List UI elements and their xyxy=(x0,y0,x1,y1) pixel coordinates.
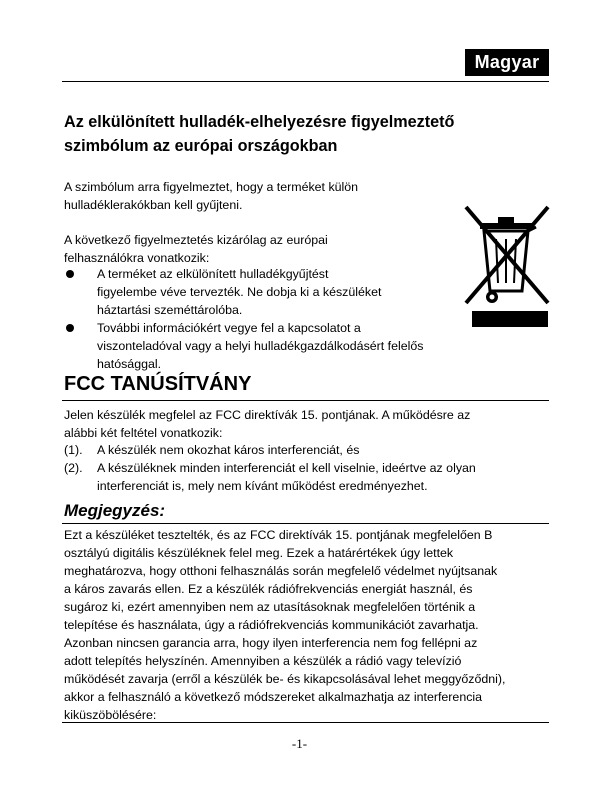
crossed-out-wheelie-bin-icon xyxy=(462,205,550,327)
note-title: Megjegyzés: xyxy=(64,501,166,520)
bullet-line: figyelembe véve tervezték. Ne dobja ki a készüléket xyxy=(97,285,382,299)
bin-icon-graphic xyxy=(462,205,550,309)
page-number: -1- xyxy=(291,736,308,751)
condition-line: interferenciát is, mely nem kívánt működést eredményezhet. xyxy=(97,479,428,493)
weee-title-line1: Az elkülönített hulladék-elhelyezésre figyelmeztető xyxy=(64,113,455,131)
fcc-intro xyxy=(64,406,534,442)
note-rule xyxy=(62,523,549,524)
note-line: osztályú digitális készüléknek felel meg. Ezek a határértékek úgy lettek xyxy=(64,546,454,560)
weee-intro xyxy=(64,178,364,214)
bin-underline-bar xyxy=(472,311,548,327)
note-line: akkor a felhasználó a következő módszereket alkalmazhatja az interferencia xyxy=(64,690,483,704)
weee-warning-line1: A következő figyelmeztetés kizárólag az európai xyxy=(64,233,328,247)
weee-warning xyxy=(64,231,364,267)
fcc-conditions-list xyxy=(64,441,544,495)
bullet-line: A terméket az elkülönített hulladékgyűjtést xyxy=(97,267,329,281)
note-line: kiküszöbölésére: xyxy=(64,708,157,722)
note-line: sugároz ki, ezért amennyiben nem az utasításoknak megfelelően történik a xyxy=(64,600,476,614)
weee-title xyxy=(64,110,524,158)
bullet-icon xyxy=(66,324,74,332)
weee-intro-line1: A szimbólum arra figyelmeztet, hogy a terméket külön xyxy=(64,180,359,194)
bullet-line: háztartási szeméttárolóba. xyxy=(97,303,243,317)
fcc-intro-line2: alábbi két feltétel vonatkozik: xyxy=(64,426,223,440)
bullet-line: viszonteladóval vagy a helyi hulladékgazdálkodásért felelős xyxy=(97,339,424,353)
note-line: a káros zavarás ellen. Ez a készülék rádiófrekvenciás energiát használ, és xyxy=(64,582,473,596)
list-item xyxy=(64,265,464,319)
condition-line: A készüléknek minden interferenciát el kell viselnie, ideértve az olyan xyxy=(97,461,476,475)
weee-bullet-list xyxy=(64,265,464,373)
weee-title-line2: szimbólum az európai országokban xyxy=(64,137,338,155)
fcc-title: FCC TANÚSÍTVÁNY xyxy=(64,373,252,395)
condition-number: (2). xyxy=(64,461,83,475)
fcc-intro-line1: Jelen készülék megfelel az FCC direktívák 15. pontjának. A működésre az xyxy=(64,408,471,422)
header-rule xyxy=(62,81,549,82)
list-item xyxy=(64,459,544,495)
weee-intro-line2: hulladéklerakókban kell gyűjteni. xyxy=(64,198,243,212)
language-badge xyxy=(465,49,549,76)
bullet-icon xyxy=(66,270,74,278)
list-item xyxy=(64,441,544,459)
note-line: Azonban nincsen garancia arra, hogy ilyen interferencia nem fog fellépni az xyxy=(64,636,478,650)
bullet-line: További információkért vegye fel a kapcsolatot a xyxy=(97,321,361,335)
footer-rule xyxy=(62,722,549,723)
note-line: működését zavarja (erről a készülék be- és kikapcsolásával lehet meggyőződni), xyxy=(64,672,506,686)
bullet-line: hatósággal. xyxy=(97,357,162,371)
fcc-rule xyxy=(62,400,549,401)
note-body xyxy=(64,526,550,724)
note-line: adott telepítés helyszínén. Amennyiben a készülék a rádió vagy televízió xyxy=(64,654,462,668)
note-line: Ezt a készüléket tesztelték, és az FCC direktívák 15. pontjának megfelelően B xyxy=(64,528,493,542)
list-item xyxy=(64,319,464,373)
note-line: meghatározva, hogy otthoni felhasználás során megfelelő védelmet nyújtsanak xyxy=(64,564,498,578)
condition-number: (1). xyxy=(64,443,83,457)
condition-line: A készülék nem okozhat káros interferenciát, és xyxy=(97,443,360,457)
weee-warning-line2: felhasználókra vonatkozik: xyxy=(64,251,210,265)
note-line: telepítése és használata, úgy a rádiófrekvenciás kommunikációt zavarhatja. xyxy=(64,618,479,632)
language-label: Magyar xyxy=(474,52,540,72)
